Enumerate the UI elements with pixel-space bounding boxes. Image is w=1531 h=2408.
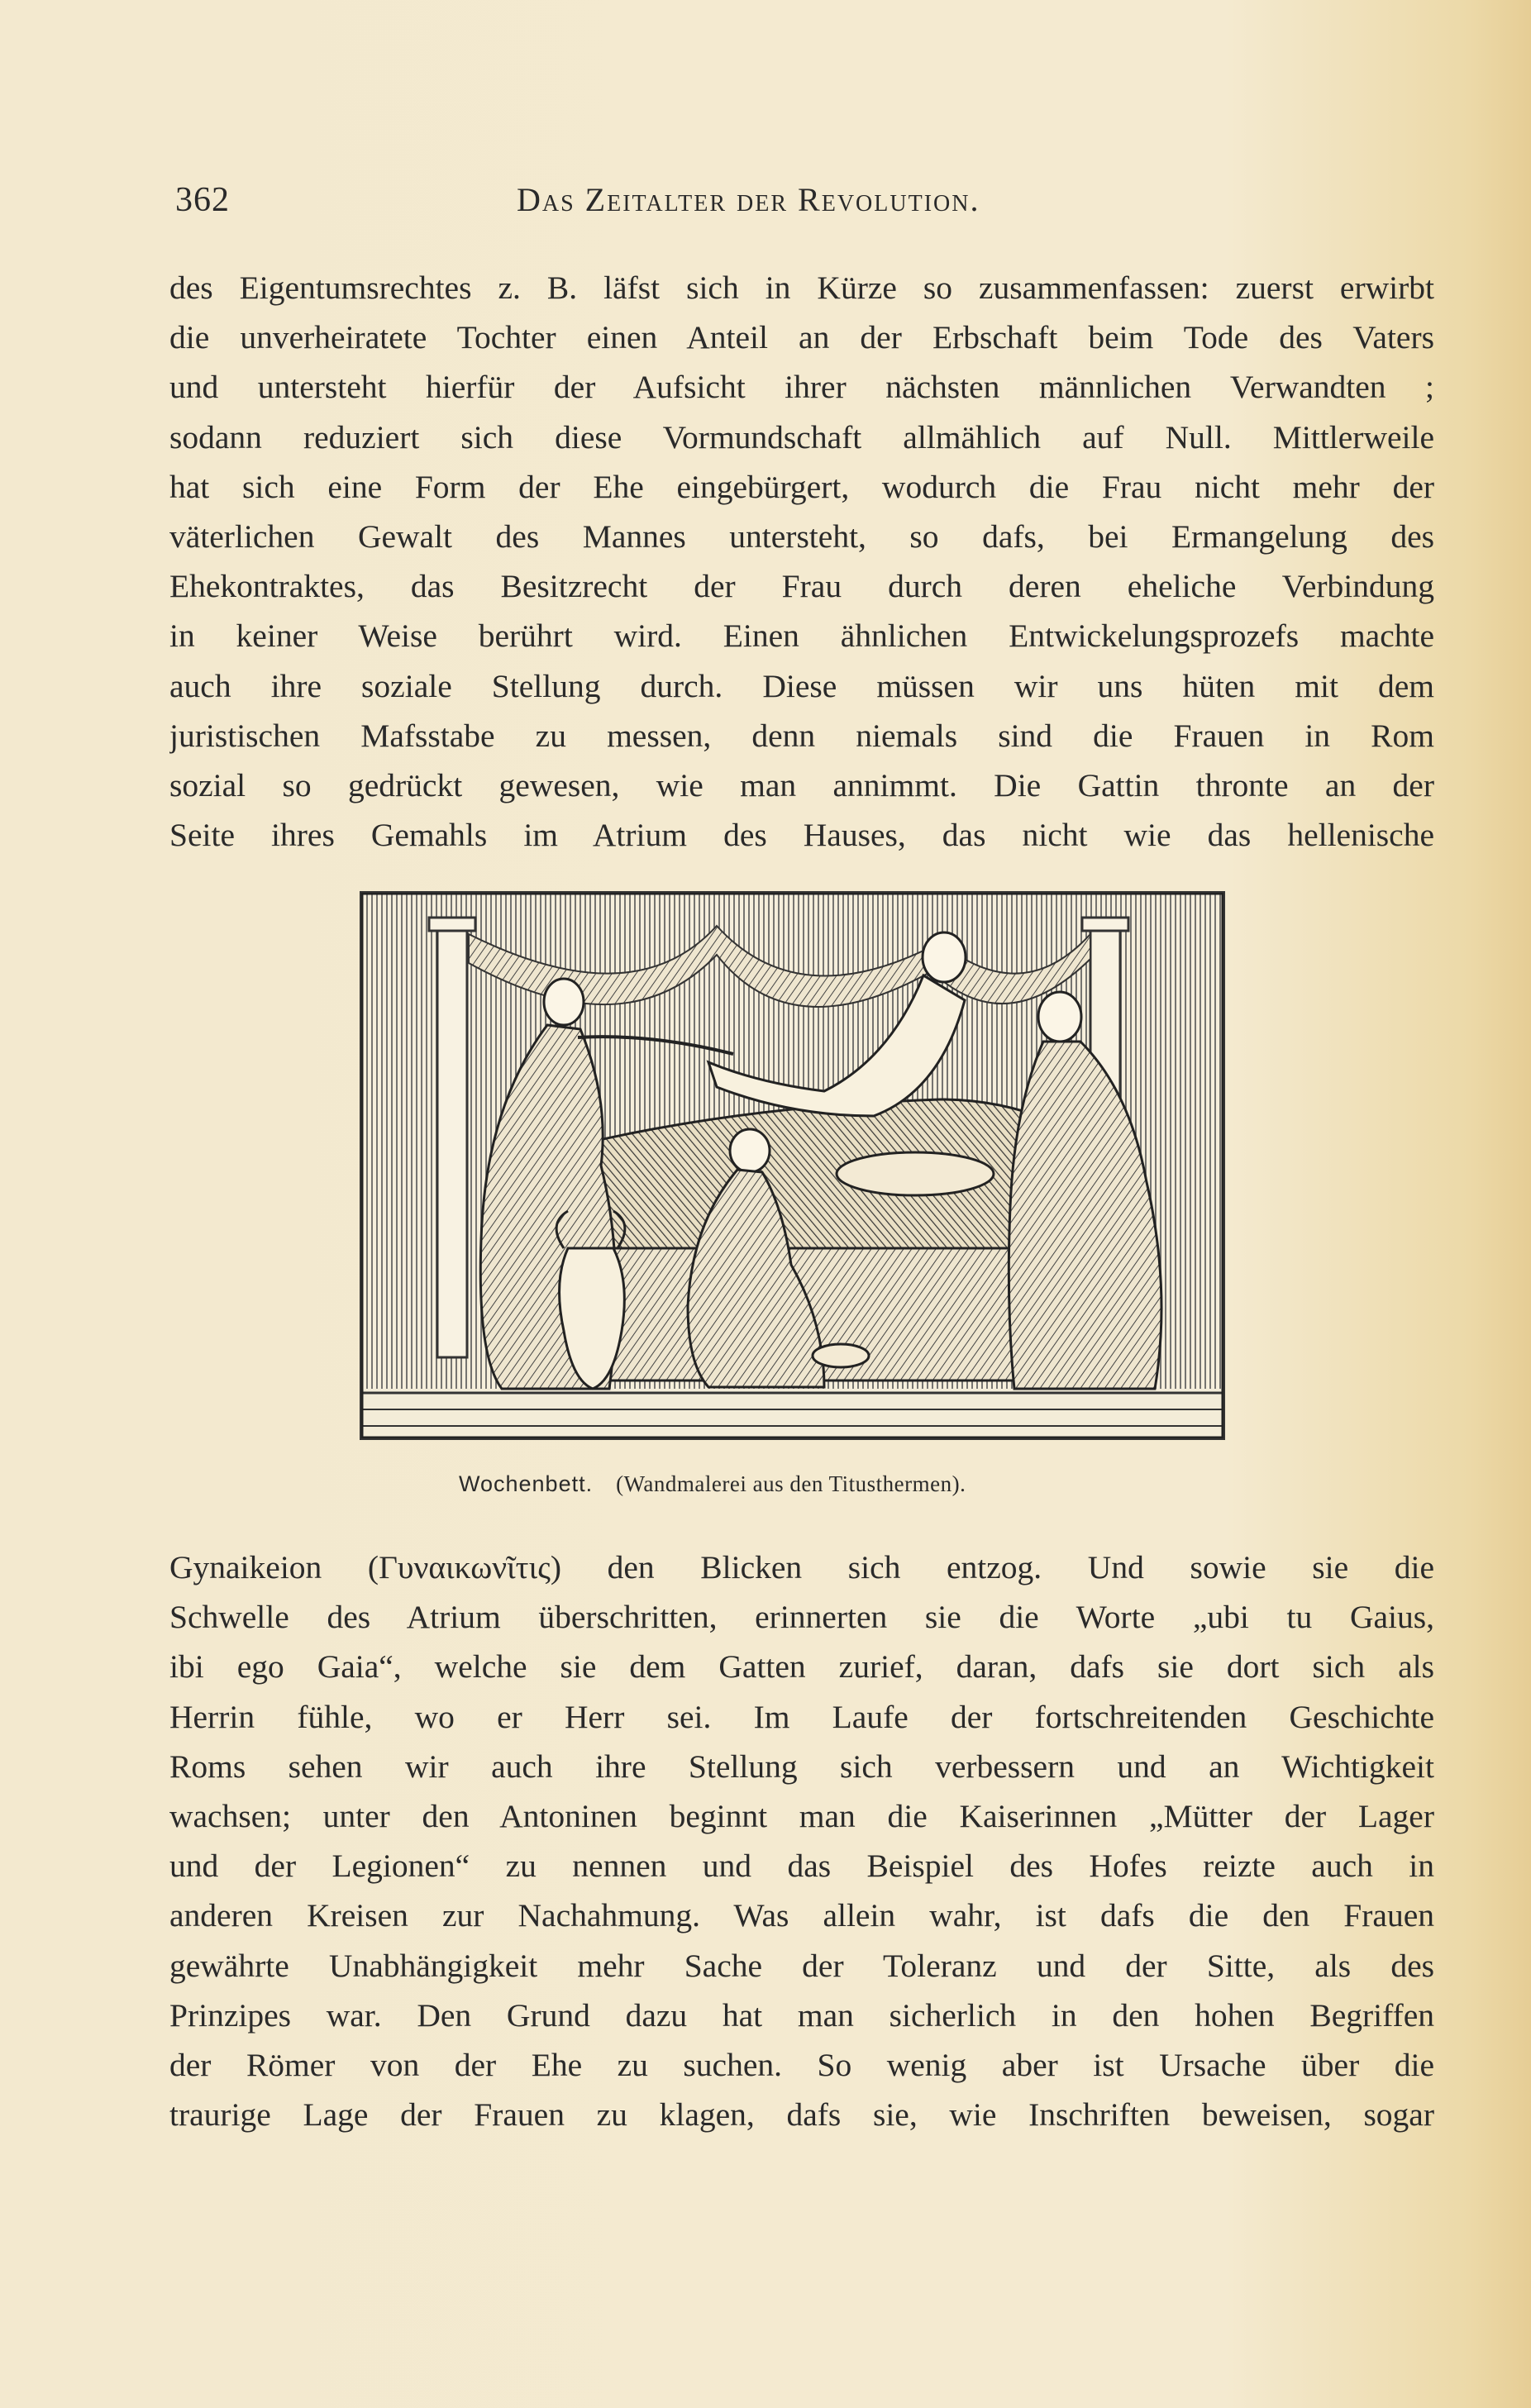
- paragraph-bottom: [169, 1543, 1434, 2139]
- paragraph-top: [169, 263, 1434, 860]
- text-line: hat sich eine Form der Ehe eingebürgert, wodurch die Frau nicht mehr der: [169, 468, 1434, 505]
- text-line: gewährte Unabhängigkeit mehr Sache der Toleranz und der Sitte, als des: [169, 1947, 1434, 1984]
- running-title: Das Zeitalter der Revolution.: [517, 181, 980, 218]
- text-line: und der Legionen“ zu nennen und das Beispiel des Hofes reizte auch in: [169, 1848, 1434, 1885]
- text-line: Gynaikeion (Γυναικωνῖτις) den Blicken sich entzog. Und sowie sie die: [169, 1549, 1434, 1585]
- caption-title: Wochenbett.: [459, 1471, 594, 1496]
- engraving-illustration: [360, 891, 1225, 1440]
- figure-caption: [459, 1471, 1170, 1504]
- text-line: auch ihre soziale Stellung durch. Diese müssen wir uns hüten mit dem: [169, 667, 1434, 704]
- text-line: juristischen Mafsstabe zu messen, denn niemals sind die Frauen in Rom: [169, 717, 1434, 754]
- text-line: des Eigentumsrechtes z. B. läfst sich in Kürze so zusammenfassen: zuerst erwirbt: [169, 269, 1434, 306]
- text-line: anderen Kreisen zur Nachahmung. Was allein wahr, ist dafs die den Frauen: [169, 1897, 1434, 1934]
- text-line: Herrin fühle, wo er Herr sei. Im Laufe der fortschreitenden Geschichte: [169, 1698, 1434, 1735]
- text-line: die unverheiratete Tochter einen Anteil an der Erbschaft beim Tode des Vaters: [169, 319, 1434, 356]
- text-line: und untersteht hierfür der Aufsicht ihrer nächsten männlichen Verwandten ;: [169, 369, 1434, 406]
- text-line: Schwelle des Atrium überschritten, erinnerten sie die Worte „ubi tu Gaius,: [169, 1599, 1434, 1636]
- text-line: ibi ego Gaia“, welche sie dem Gatten zurief, daran, dafs sie dort sich als: [169, 1648, 1434, 1686]
- page-header: [175, 180, 1428, 230]
- text-line: Ehekontraktes, das Besitzrecht der Frau durch deren eheliche Verbindung: [169, 568, 1434, 605]
- text-line: sozial so gedrückt gewesen, wie man annimmt. Die Gattin thronte an der: [169, 767, 1434, 804]
- text-line: sodann reduziert sich diese Vormundschaft allmählich auf Null. Mittlerweile: [169, 418, 1434, 455]
- text-line: wachsen; unter den Antoninen beginnt man die Kaiserinnen „Mütter der Lager: [169, 1798, 1434, 1835]
- text-line: traurige Lage der Frauen zu klagen, dafs sie, wie Inschriften beweisen, sogar: [169, 2096, 1434, 2134]
- text-line: Prinzipes war. Den Grund dazu hat man sicherlich in den hohen Begriffen: [169, 1996, 1434, 2034]
- text-line: väterlichen Gewalt des Mannes untersteht, so dafs, bei Ermangelung des: [169, 518, 1434, 556]
- page-number: 362: [175, 181, 230, 219]
- caption-note: (Wandmalerei aus den Titusthermen).: [616, 1471, 966, 1496]
- text-line: Roms sehen wir auch ihre Stellung sich verbessern und an Wichtigkeit: [169, 1748, 1434, 1785]
- text-line: Seite ihres Gemahls im Atrium des Hauses, das nicht wie das hellenische: [169, 817, 1434, 854]
- engraving-drawing: [361, 893, 1223, 1438]
- text-line: der Römer von der Ehe zu suchen. So wenig aber ist Ursache über die: [169, 2047, 1434, 2084]
- text-line: in keiner Weise berührt wird. Einen ähnlichen Entwickelungsprozefs machte: [169, 617, 1434, 655]
